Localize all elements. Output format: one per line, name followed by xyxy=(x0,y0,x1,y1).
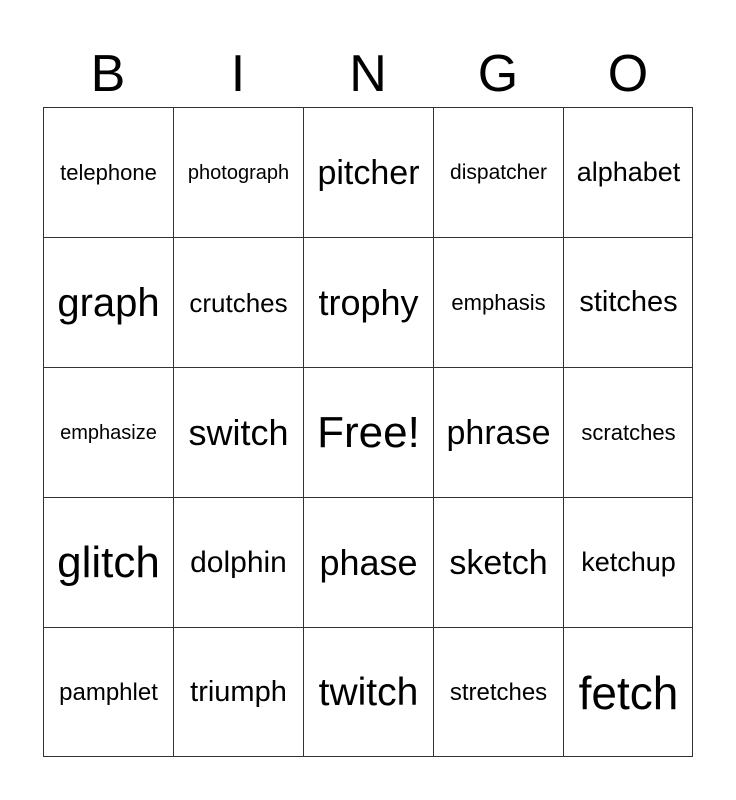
header-letter-o: O xyxy=(607,45,649,103)
bingo-cell: sketch xyxy=(433,497,563,627)
bingo-cell: dispatcher xyxy=(433,107,563,237)
free-space-cell: Free! xyxy=(303,367,433,497)
bingo-cell: phase xyxy=(303,497,433,627)
header-letter-g: G xyxy=(477,45,519,103)
bingo-cell: pamphlet xyxy=(43,627,173,757)
header-letter-b: B xyxy=(90,45,126,103)
bingo-cell: stretches xyxy=(433,627,563,757)
bingo-cell: emphasize xyxy=(43,367,173,497)
bingo-cell: telephone xyxy=(43,107,173,237)
bingo-board xyxy=(43,107,693,757)
bingo-cell: phrase xyxy=(433,367,563,497)
bingo-cell: photograph xyxy=(173,107,303,237)
bingo-cell: scratches xyxy=(563,367,693,497)
bingo-cell: pitcher xyxy=(303,107,433,237)
bingo-cell: alphabet xyxy=(563,107,693,237)
bingo-cell: twitch xyxy=(303,627,433,757)
header-letter-n: N xyxy=(349,45,387,103)
bingo-cell: stitches xyxy=(563,237,693,367)
bingo-cell: switch xyxy=(173,367,303,497)
bingo-cell: triumph xyxy=(173,627,303,757)
header-letter-i: I xyxy=(230,45,246,103)
bingo-cell: crutches xyxy=(173,237,303,367)
bingo-cell: dolphin xyxy=(173,497,303,627)
bingo-cell: trophy xyxy=(303,237,433,367)
bingo-cell: ketchup xyxy=(563,497,693,627)
bingo-cell: fetch xyxy=(563,627,693,757)
bingo-cell: glitch xyxy=(43,497,173,627)
bingo-header xyxy=(43,42,693,106)
bingo-cell: emphasis xyxy=(433,237,563,367)
bingo-cell: graph xyxy=(43,237,173,367)
